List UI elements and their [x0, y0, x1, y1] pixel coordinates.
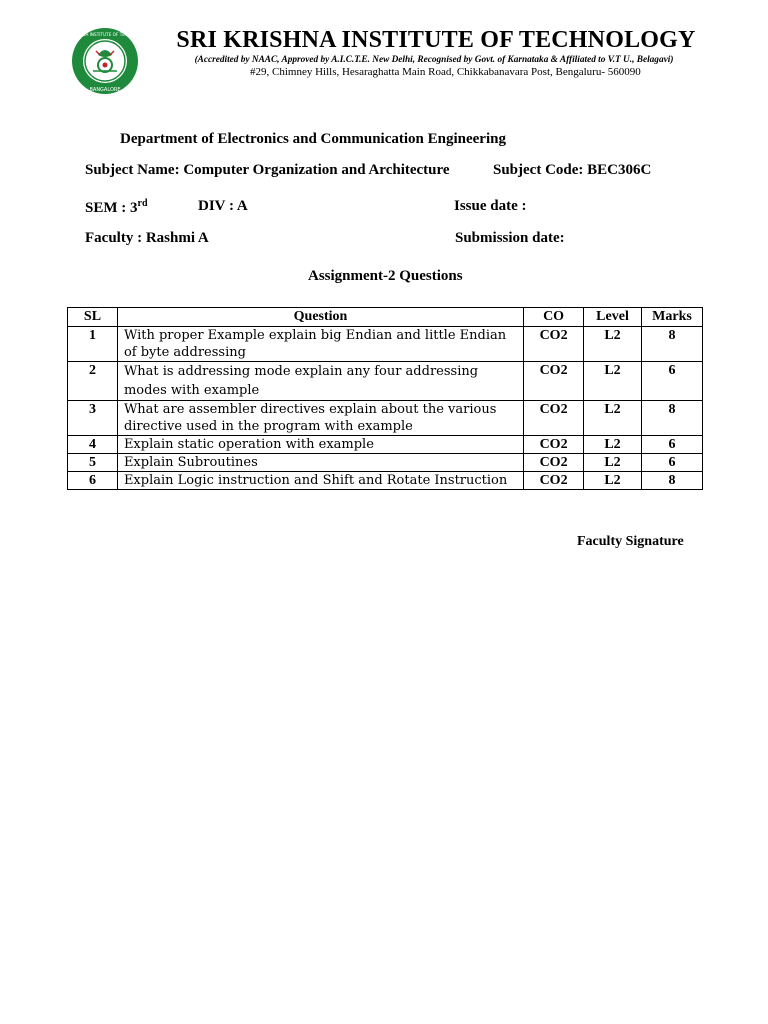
semester	[85, 198, 148, 217]
institute-seal-icon	[61, 27, 149, 95]
institute-address: #29, Chimney Hills, Hesaraghatta Main Road, Chikkabanavara Post, Bengaluru- 560090	[250, 66, 641, 78]
row-level: L2	[584, 436, 642, 454]
row-level: L2	[584, 472, 642, 490]
issue-date: Issue date :	[454, 198, 527, 214]
subject-name: Subject Name: Computer Organization and Architecture	[85, 162, 450, 178]
row-co: CO2	[524, 472, 584, 490]
row-level: L2	[584, 362, 642, 401]
row-question: Explain static operation with example	[117, 436, 523, 454]
header-marks: Marks	[641, 308, 702, 327]
table-row	[68, 362, 703, 401]
semester-label: SEM : 3	[85, 200, 138, 216]
logo-ring-text-bottom: BANGALORE	[89, 87, 121, 93]
row-sl: 6	[68, 472, 118, 490]
row-marks: 6	[641, 362, 702, 401]
table-row	[68, 327, 703, 362]
row-question: With proper Example explain big Endian and little Endian of byte addressing	[117, 327, 523, 362]
row-co: CO2	[524, 327, 584, 362]
faculty-signature-label: Faculty Signature	[577, 534, 684, 549]
row-co: CO2	[524, 454, 584, 472]
questions-table	[67, 307, 703, 490]
row-sl: 5	[68, 454, 118, 472]
table-row	[68, 401, 703, 436]
row-question: Explain Logic instruction and Shift and Rotate Instruction	[117, 472, 523, 490]
accreditation-line: (Accredited by NAAC, Approved by A.I.C.T.E. New Delhi, Recognised by Govt. of Karnataka & Affiliated to V.T U., Belagavi)	[194, 55, 674, 65]
table-row	[68, 454, 703, 472]
assignment-title: Assignment-2 Questions	[308, 268, 463, 284]
row-question: Explain Subroutines	[117, 454, 523, 472]
row-sl: 3	[68, 401, 118, 436]
row-level: L2	[584, 401, 642, 436]
row-marks: 8	[641, 401, 702, 436]
row-co: CO2	[524, 401, 584, 436]
department-heading: Department of Electronics and Communication Engineering	[120, 131, 506, 147]
logo-ring-text-top: SRI KRISHNA INSTITUTE OF TECHNOLOGY	[61, 32, 149, 37]
semester-suffix: rd	[137, 198, 148, 209]
faculty-name: Faculty : Rashmi A	[85, 230, 209, 246]
header-sl: SL	[68, 308, 118, 327]
row-question: What are assembler directives explain about the various directive used in the program with example	[117, 401, 523, 436]
row-co: CO2	[524, 436, 584, 454]
row-sl: 2	[68, 362, 118, 401]
row-level: L2	[584, 454, 642, 472]
row-marks: 8	[641, 472, 702, 490]
table-header-row	[68, 308, 703, 327]
header-co: CO	[524, 308, 584, 327]
subject-code: Subject Code: BEC306C	[493, 162, 652, 178]
institute-name: SRI KRISHNA INSTITUTE OF TECHNOLOGY	[176, 27, 696, 53]
division: DIV : A	[198, 198, 248, 214]
institute-logo	[61, 27, 149, 95]
row-sl: 4	[68, 436, 118, 454]
table-row	[68, 436, 703, 454]
row-sl: 1	[68, 327, 118, 362]
row-level: L2	[584, 327, 642, 362]
row-co: CO2	[524, 362, 584, 401]
table-row	[68, 472, 703, 490]
row-marks: 6	[641, 436, 702, 454]
header-question: Question	[117, 308, 523, 327]
row-marks: 6	[641, 454, 702, 472]
row-question: What is addressing mode explain any four addressing modes with example	[117, 362, 523, 401]
submission-date: Submission date:	[455, 230, 565, 246]
row-marks: 8	[641, 327, 702, 362]
header-level: Level	[584, 308, 642, 327]
